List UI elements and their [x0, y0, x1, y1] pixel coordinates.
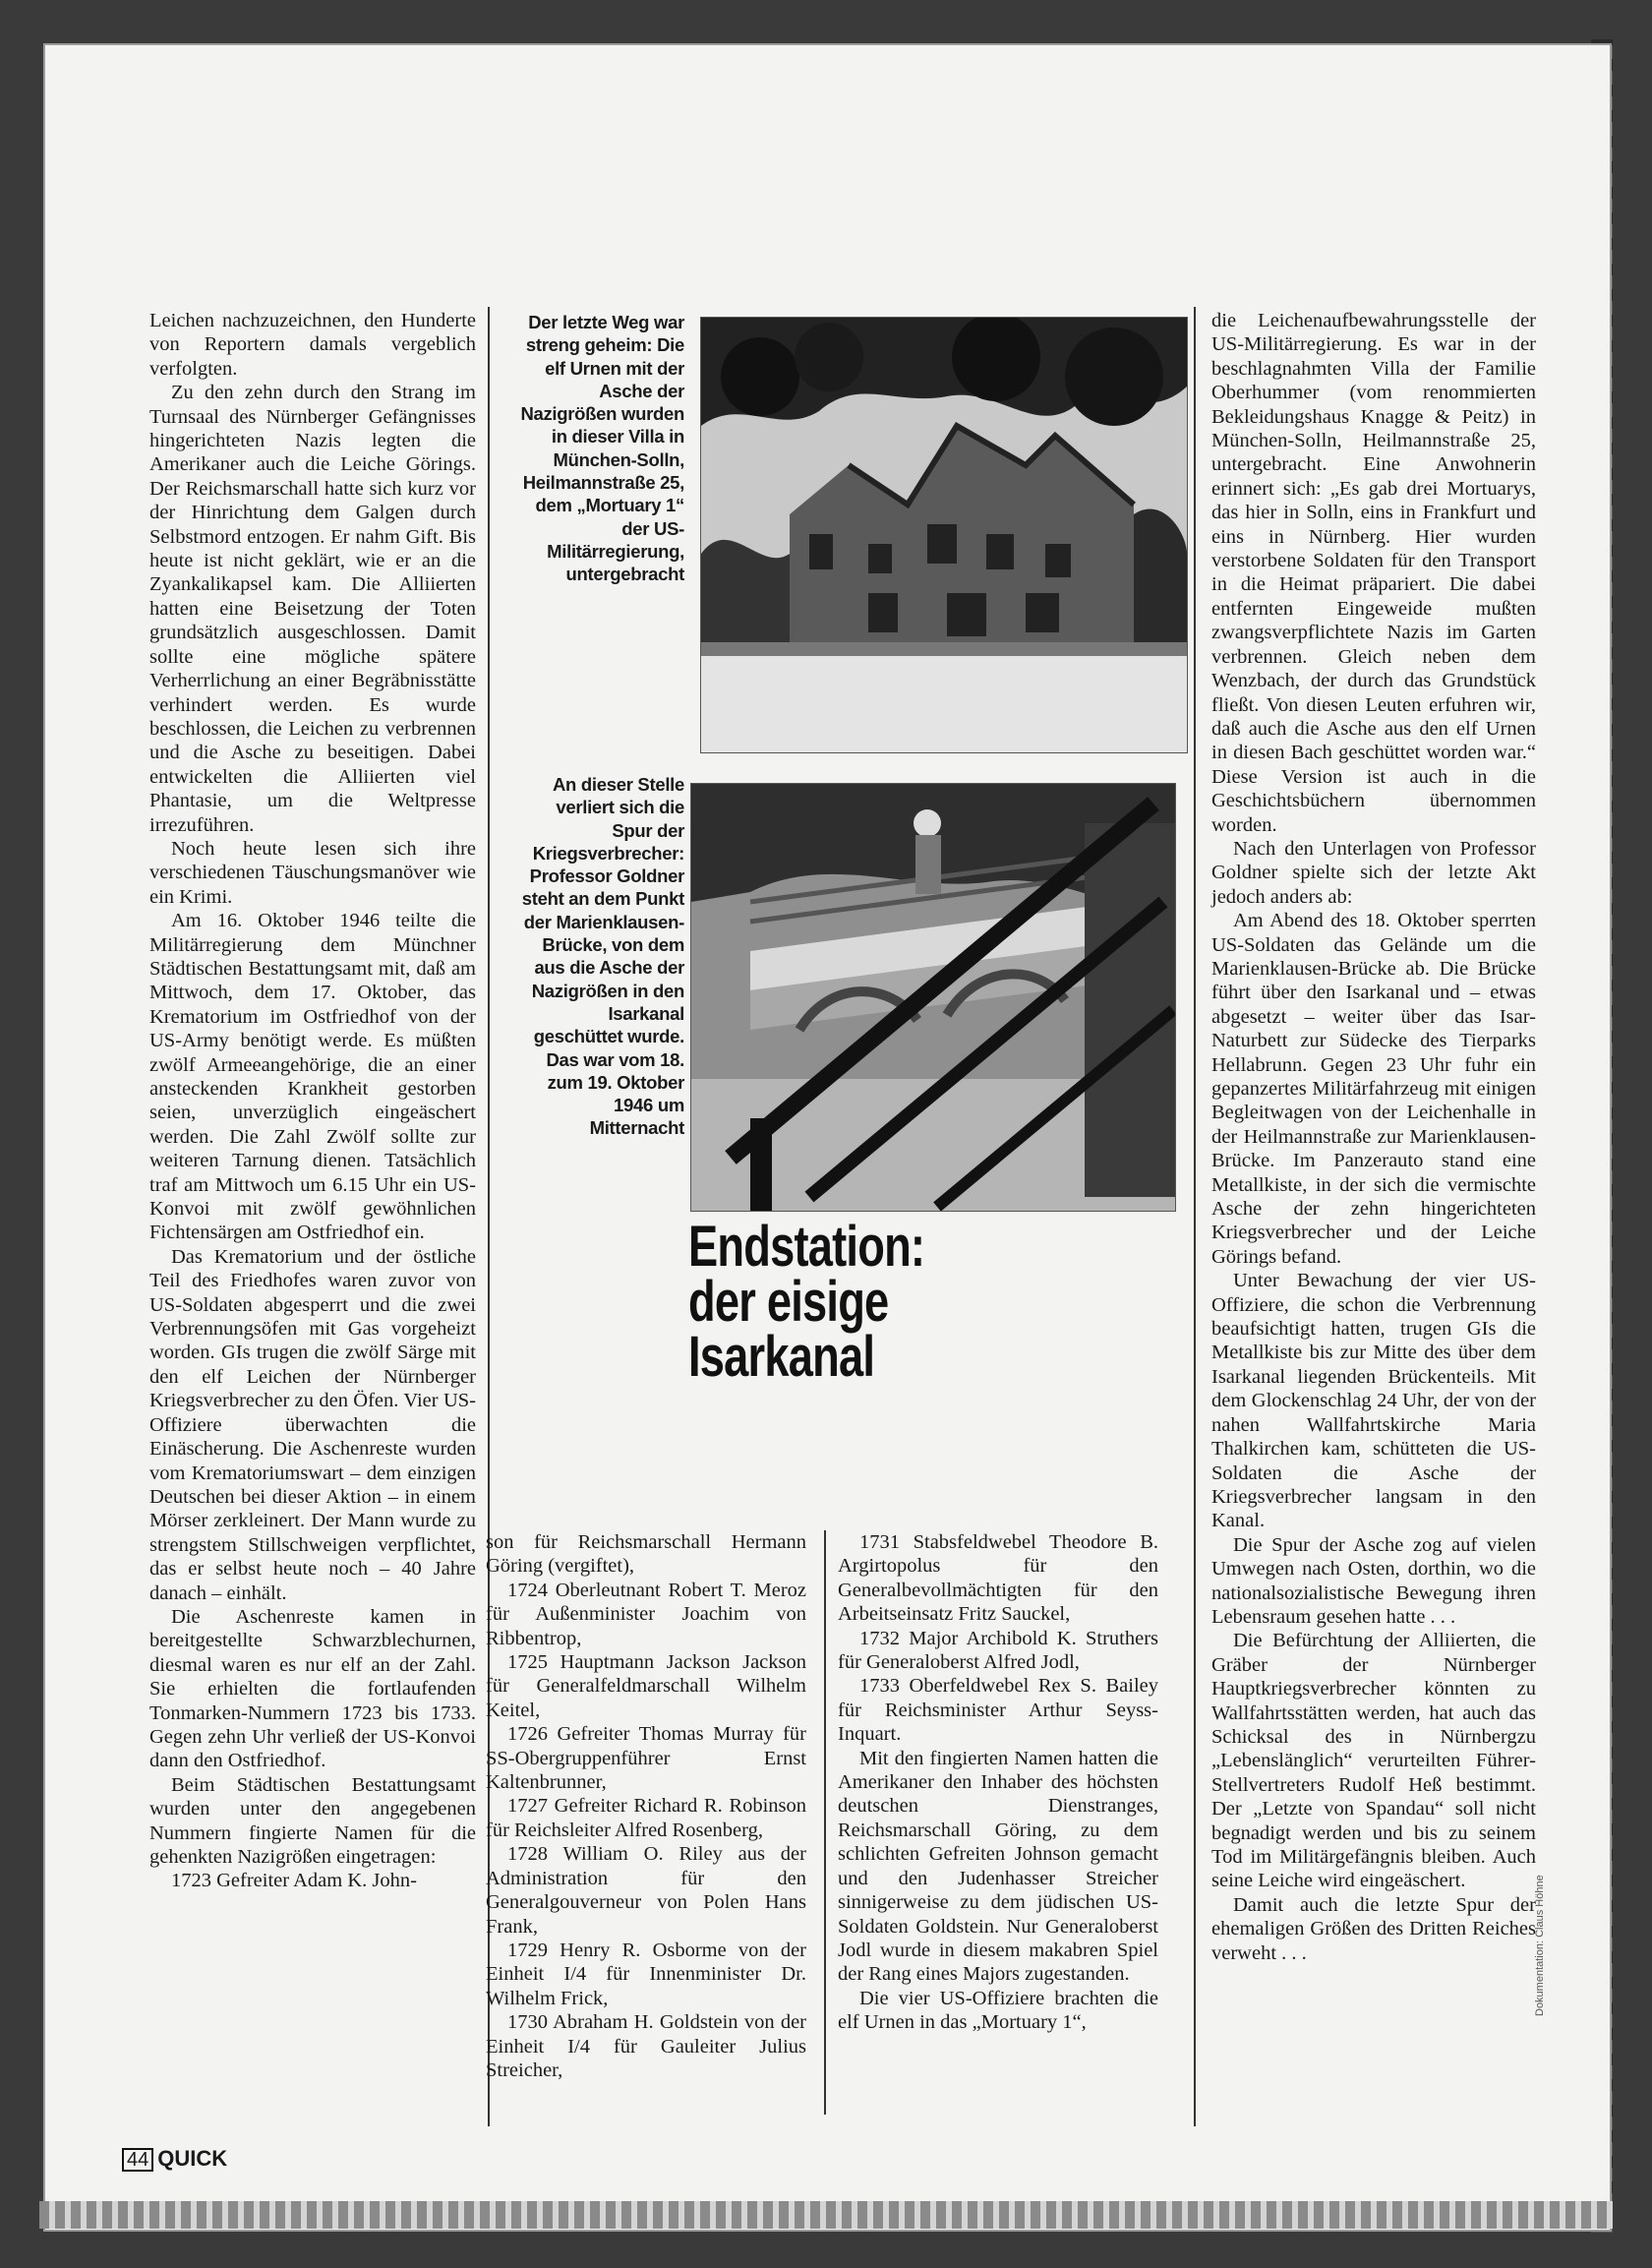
paragraph: 1731 Stabsfeldwebel Theodore B. Argirtopolus für den Generalbevollmächtigten für den Arbeitseinsatz Fritz Sauckel,: [838, 1531, 1158, 1626]
paragraph: die Leichenaufbewahrungsstelle der US-Militärregierung. Es war in der beschlagnahmten Villa der Familie Oberhummer (vom renommierten Bekleidungshaus Knagge & Peitz) in München-Solln, Heilmannstraße 25, untergebracht. Eine Anwohnerin erinnert sich: „Es gab drei Mortuarys, das hier in Solln, eins in Frankfurt und eins in Nürnberg. Hier wurden verstorbene Soldaten für den Transport in die Heimat präpariert. Die dabei entfernten Eingeweide mußten zwangsverpflichtete Nazis im Garten verbrennen. Gleich neben dem Wenzbach, der durch das Grundstück fließt. Von diesen Leuten erfuhren wir, daß auch die Asche aus den elf Urnen in diesen Bach geschüttet worden war.“ Diese Version ist auch in die Geschichtsbüchern übernommen worden.: [1211, 310, 1536, 836]
paragraph: son für Reichsmarschall Hermann Göring (vergiftet),: [486, 1531, 806, 1578]
photo-caption-bridge: An dieser Stelle verliert sich die Spur der Kriegsverbrecher: Professor Goldner steht an dem Punkt der Marienklausen-Brücke, von dem aus die Asche der Nazigrößen in den Isarkanal geschüttet wurde. Das war vom 18. zum 19. Oktober 1946 um Mitternacht: [521, 774, 684, 1139]
paragraph: Nach den Unterlagen von Professor Goldner spielte sich der letzte Akt jedoch anders ab:: [1211, 837, 1536, 908]
article-column-2: [486, 1530, 806, 2082]
column-rule-2: [824, 1530, 826, 2115]
column-rule-3: [1194, 307, 1196, 2126]
headline-line-3: Isarkanal: [688, 1325, 875, 1389]
paragraph: Damit auch die letzte Spur der ehemaligen Größen des Dritten Reiches verweht . . .: [1211, 1893, 1536, 1964]
photo-credit: Dokumentation: Claus Höhne: [1534, 1875, 1546, 2016]
headline-line-2: der eisige: [688, 1270, 889, 1334]
paragraph: Am 16. Oktober 1946 teilte die Militärregierung dem Münchner Städtischen Bestattungsamt mit, daß am Mittwoch, dem 17. Oktober, das Krematorium im Ostfriedhof von der US-Army benötigt werde. Es müßten zwölf Armeeangehörige, die an einer ansteckenden Krankheit gestorben seien, unverzüglich eingeäschert werden. Die Zahl Zwölf sollte zur weiteren Tarnung dienen. Tatsächlich traf am Mittwoch um 6.15 Uhr ein US-Konvoi mit zwölf gewöhnlichen Fichtensärgen am Ostfriedhof ein.: [149, 910, 476, 1244]
paragraph: 1729 Henry R. Osborme von der Einheit I/4 für Innenminister Dr. Wilhelm Frick,: [486, 1939, 806, 2009]
paragraph: Die Befürchtung der Alliierten, die Gräber der Nürnberger Hauptkriegsverbrecher könnten zu Wallfahrtsstätten werden, hat auch das Schicksal des in Nürnbergzu „Lebenslänglich“ verurteilten Führer-Stellvertreters Rudolf Heß bestimmt. Der „Letzte von Spandau“ soll nicht begnadigt werden und bis zu seinem Tod im Militärgefängnis bleiben. Auch seine Leiche wird eingeäschert.: [1211, 1630, 1536, 1892]
paragraph: 1725 Hauptmann Jackson Jackson für Generalfeldmarschall Wilhelm Keitel,: [486, 1651, 806, 1721]
paragraph: 1726 Gefreiter Thomas Murray für SS-Obergruppenführer Ernst Kaltenbrunner,: [486, 1723, 806, 1794]
villa-photo: [700, 317, 1188, 753]
paragraph: Die Spur der Asche zog auf vielen Umwegen nach Osten, dorthin, wo die nationalsozialistische Bewegung ihren Lebensraum gesehen hatte . . .: [1211, 1533, 1536, 1628]
paragraph: Mit den fingierten Namen hatten die Amerikaner den Inhaber des höchsten deutschen Dienstranges, Reichsmarschall Göring, zu dem schlichten Gefreiten Johnson gemacht und den Judenhasser Streicher sinnigerweise zu dem jüdischen US-Soldaten Goldstein. Nur Generaloberst Jodl wurde in diesem makabren Spiel der Rang eines Majors zugestanden.: [838, 1747, 1158, 1986]
magazine-name: QUICK: [157, 2146, 228, 2171]
paragraph: Noch heute lesen sich ihre verschiedenen Täuschungsmanöver wie ein Krimi.: [149, 837, 476, 908]
paragraph: Am Abend des 18. Oktober sperrten US-Soldaten das Gelände um die Marienklausen-Brücke ab. Die Brücke führt über den Isarkanal und – etwas abgesetzt – weiter über das Isar-Naturbett zur Südecke des Tierparks Hellabrunn. Gegen 23 Uhr fuhr ein gepanzertes Militärfahrzeug mit einigen Begleitwagen von der Leichenhalle in der Heilmannstraße zur Marienklausen-Brücke. Im Panzerauto stand eine Metallkiste, in der sich die vermischte Asche der zehn hingerichteten Kriegsverbrecher und der Leiche Görings befand.: [1211, 910, 1536, 1268]
article-column-1: [149, 309, 476, 1893]
paragraph: Das Krematorium und der östliche Teil des Friedhofes waren zuvor von US-Soldaten abgesperrt und die zwei Verbrennungsöfen mit Gas vorgeheizt worden. GIs trugen die zwölf Särge mit den elf Leichen der Nürnberger Kriegsverbrecher zu den Öfen. Vier US-Offiziere überwachten die Einäscherung. Die Aschenreste wurden vom Krematoriumswart – dem einzigen Deutschen bei dieser Aktion – in einem Mörser zerkleinert. Der Mann wurde zu strengstem Stillschweigen verpflichtet, das er selbst heute noch – 40 Jahre danach – einhält.: [149, 1245, 476, 1604]
paragraph: 1724 Oberleutnant Robert T. Meroz für Außenminister Joachim von Ribbentrop,: [486, 1579, 806, 1649]
binder-strip: [39, 2201, 1613, 2229]
paragraph: Zu den zehn durch den Strang im Turnsaal des Nürnberger Gefängnisses hingerichteten Nazis legten die Amerikaner auch die Leiche Görings. Der Reichsmarschall hatte sich kurz vor der Hinrichtung dem Galgen durch Selbstmord entzogen. Er nahm Gift. Bis heute ist nicht geklärt, wie er an die Zyankalikapsel kam. Die Alliierten hatten eine Beisetzung der Toten grundsätzlich ausgeschlossen. Damit sollte eine mögliche spätere Verherrlichung an einer Begräbnisstätte verhindert werden. Es wurde beschlossen, die Leichen zu verbrennen und die Asche zu beseitigen. Dabei entwickelten die Alliierten viel Phantasie, um die Weltpresse irrezuführen.: [149, 382, 476, 836]
paragraph: 1723 Gefreiter Adam K. John-: [171, 1870, 417, 1892]
paragraph: 1730 Abraham H. Goldstein von der Einheit I/4 für Gauleiter Julius Streicher,: [486, 2011, 806, 2081]
paragraph: 1727 Gefreiter Richard R. Robinson für Reichsleiter Alfred Rosenberg,: [486, 1795, 806, 1841]
paragraph: 1728 William O. Riley aus der Administration für den Generalgouverneur von Polen Hans Frank,: [486, 1843, 806, 1938]
photo-caption-villa: Der letzte Weg war streng geheim: Die elf Urnen mit der Asche der Nazigrößen wurden in dieser Villa in München-Solln, Heilmannstraße 25, dem „Mortuary 1“ der US-Militärregierung, untergebracht: [520, 312, 684, 585]
paragraph: Die Aschenreste kamen in bereitgestellte Schwarzblechurnen, diesmal waren es nur elf an der Zahl. Sie erhielten die fortlaufenden Tonmarken-Nummern 1723 bis 1733. Gegen zehn Uhr verließ der US-Konvoi dann den Ostfriedhof.: [149, 1605, 476, 1772]
page-number: 44: [122, 2148, 153, 2172]
paragraph: Die vier US-Offiziere brachten die elf Urnen in das „Mortuary 1“,: [838, 1987, 1158, 2034]
paragraph: 1732 Major Archibold K. Struthers für Generaloberst Alfred Jodl,: [838, 1627, 1158, 1674]
paragraph: Leichen nachzuzeichnen, den Hunderte von Reportern damals vergeblich verfolgten.: [149, 310, 476, 380]
paragraph: Beim Städtischen Bestattungsamt wurden unter den angegebenen Nummern fingierte Namen für die gehenkten Nazigrößen eingetragen:: [149, 1773, 476, 1868]
article-column-4: [1211, 309, 1536, 1965]
bridge-photo-image: [691, 784, 1175, 1211]
article-column-3: [838, 1530, 1158, 2035]
headline-line-1: Endstation:: [688, 1215, 925, 1279]
paragraph: 1733 Oberfeldwebel Rex S. Bailey für Reichsminister Arthur Seyss-Inquart.: [838, 1675, 1158, 1746]
page-footer: [122, 2146, 227, 2172]
paragraph: Unter Bewachung der vier US-Offiziere, die schon die Verbrennung beaufsichtigt hatten, trugen GIs die Metallkiste bis zur Mitte des über dem Isarkanal liegenden Brückenteils. Mit dem Glockenschlag 24 Uhr, der von der nahen Wallfahrtskirche Maria Thalkirchen kam, schütteten die US-Soldaten die Asche der Kriegsverbrecher langsam in den Kanal.: [1211, 1270, 1536, 1532]
bridge-photo: [690, 783, 1176, 1212]
villa-photo-image: [701, 318, 1187, 752]
article-headline: [688, 1215, 925, 1389]
